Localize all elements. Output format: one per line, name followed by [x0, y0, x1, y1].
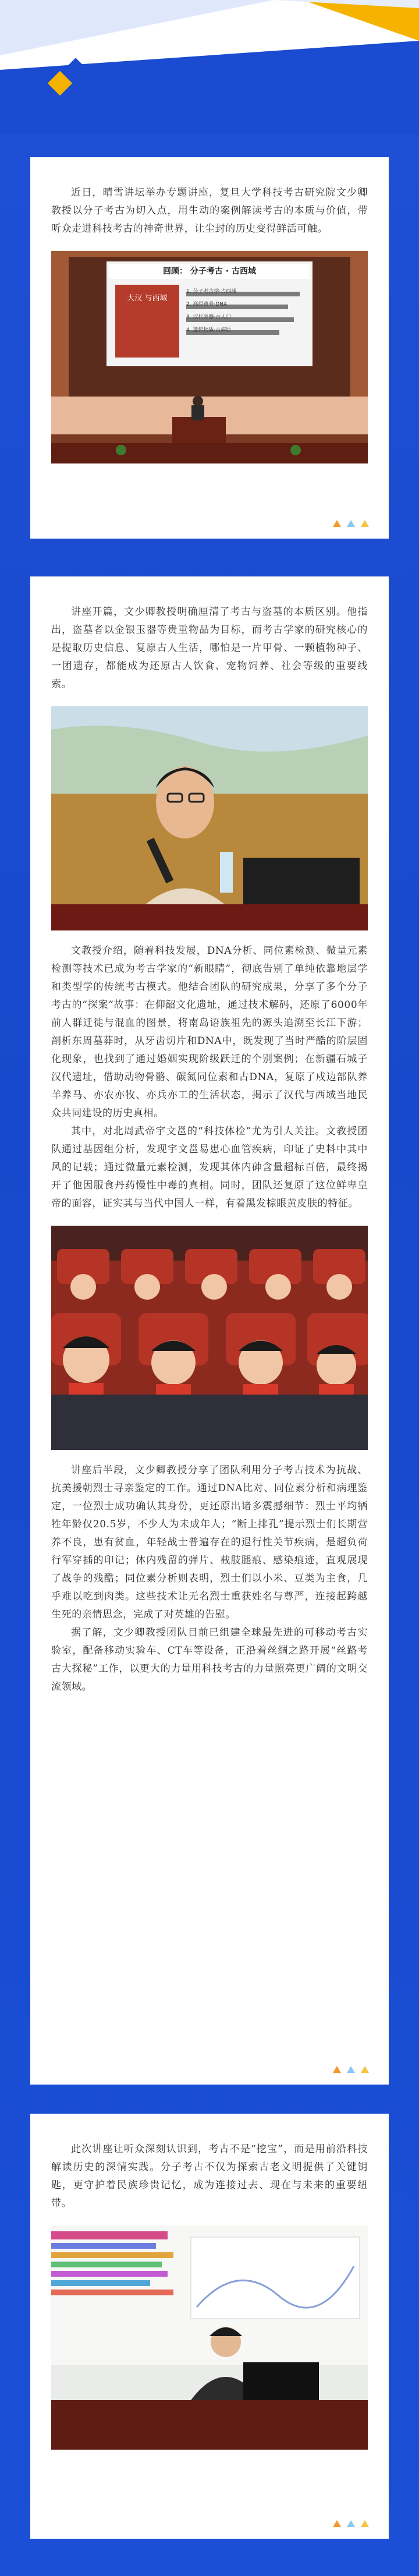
paragraph-closing: 此次讲座让听众深刻认识到，考古不是“挖宝”，而是用前沿科技解读历史的深情实践。分子考古不仅为探索古老文明提供了关键钥匙，更守护着民族珍贵记忆，成为连接过去、现在与未来的重要纽带。: [51, 2143, 368, 2209]
triangle-icon: [347, 520, 355, 527]
triangle-icon: [361, 2066, 369, 2073]
triangle-decoration: [333, 520, 369, 527]
triangle-icon: [361, 2520, 369, 2527]
triangle-icon: [347, 2520, 355, 2527]
audience-students-photo: [51, 1226, 368, 1450]
triangle-icon: [333, 2520, 341, 2527]
slide-book-title: 大汉 与西域: [127, 294, 168, 303]
slide-line-1: 1. 分子考古学·古西域: [186, 289, 237, 295]
lecture-hall-photo: [51, 251, 368, 463]
paragraph-emperor: 其中，对北周武帝宇文邕的“科技体检”尤为引人关注。文教授团队通过基因组分析，发现宇文邕易患心血管疾病，印证了史料中其中风的记载；通过微量元素检测，发现其体内砷含量超标百倍，最终揭开了他因服食丹药慢性中毒的真相。同时，团队还复原了这位鲜卑皇帝的面容，证实其与当代中国人一样，有着黑发棕眼黄皮肤的特征。: [51, 1126, 368, 1209]
triangle-icon: [333, 2066, 341, 2073]
closing-card: [30, 2114, 389, 2539]
intro-paragraph: 近日，晴雪讲坛举办专题讲座，复旦大学科技考古研究院文少卿教授以分子考古为切入点，用生动的案例解读考古的本质与价值，带听众走进科技考古的神奇世界，让尘封的历史变得鲜活可触。: [51, 187, 368, 235]
triangle-icon: [361, 520, 369, 527]
slide-line-2: 2. 高原遗骨·DNA: [186, 302, 228, 307]
triangle-decoration: [333, 2520, 369, 2527]
paragraph-lab: 据了解，文少卿教授团队目前已组建全球最先进的可移动考古实验室，配备移动实验车、CT车等设备，正沿着丝绸之路开展“丝路考古大探秘”工作，以更大的力量用科技考古的力量照亮更广阔的文明交流领域。: [51, 1627, 368, 1693]
main-card: [30, 576, 389, 2085]
intro-card: [30, 157, 389, 539]
triangle-icon: [333, 520, 341, 527]
triangle-icon: [347, 2066, 355, 2073]
speaker-photo: [51, 706, 368, 930]
slide-title: 回顾： 分子考古 · 古西域: [163, 267, 256, 276]
slide-line-4: 4. 遗传物质·古病原: [186, 327, 232, 333]
top-decoration: [0, 0, 419, 134]
triangle-decoration: [333, 2066, 369, 2073]
paragraph-techniques: 文教授介绍，随着科技发展，DNA分析、同位素检测、微量元素检测等技术已成为考古学家的“新眼睛”，彻底告别了单纯依靠地层学和类型学的传统考古模式。他结合团队的研究成果，分享了多个分子考古的“探案”故事：在仰韶文化遗址，通过技术解码，还原了6000年前人群迁徙与混血的图景，将南岛语族祖先的源头追溯至长江下游；剖析东周墓葬时，从牙齿切片和DNA中，既发现了当时严酷的阶层固化现象，也找到了通过婚姻实现阶级跃迁的个别案例；在新疆石城子汉代遗址，借助动物骨骼、碳氮同位素和古DNA，复原了戍边部队养羊养马、亦农亦牧、亦兵亦工的生活状态，揭示了汉代与西域当地民众共同建设的历史真相。: [51, 945, 368, 1119]
closing-lecture-photo: [51, 2225, 368, 2450]
slide-line-3: 3. 汉代骨骼·古人口: [186, 314, 232, 320]
paragraph-martyrs: 讲座后半段，文少卿教授分享了团队利用分子考古技术为抗战、抗美援朝烈士寻亲鉴定的工作。通过DNA比对、同位素分析和病理鉴定，一位烈士成功确认其身份，更还原出诸多震撼细节：烈士平均牺牲年龄仅20.5岁，不少人为未成年人；“断上排孔”提示烈士们长期营养不良，患有贫血，年轻战士普遍存在的退行性关节疾病，是超负荷行军穿插的印记；体内残留的弹片、截肢腿痕、感染痕迹，直观展现了战争的残酷；同位素分析则表明，烈士们以小米、豆类为主食，几乎难以吃到肉类。这些技术让无名烈士重获姓名与尊严，连接起跨越生死的亲情思念，完成了对英雄的告慰。: [51, 1464, 368, 1620]
paragraph-opening: 讲座开篇，文少卿教授明确厘清了考古与盗墓的本质区别。他指出，盗墓者以金银玉器等贵重物品为目标，而考古学家的研究核心的是提取历史信息、复原古人生活，哪怕是一片甲骨、一颗植物种子、一团遗存，都能成为还原古人饮食、宠物饲养、社会等级的重要线索。: [51, 606, 368, 690]
